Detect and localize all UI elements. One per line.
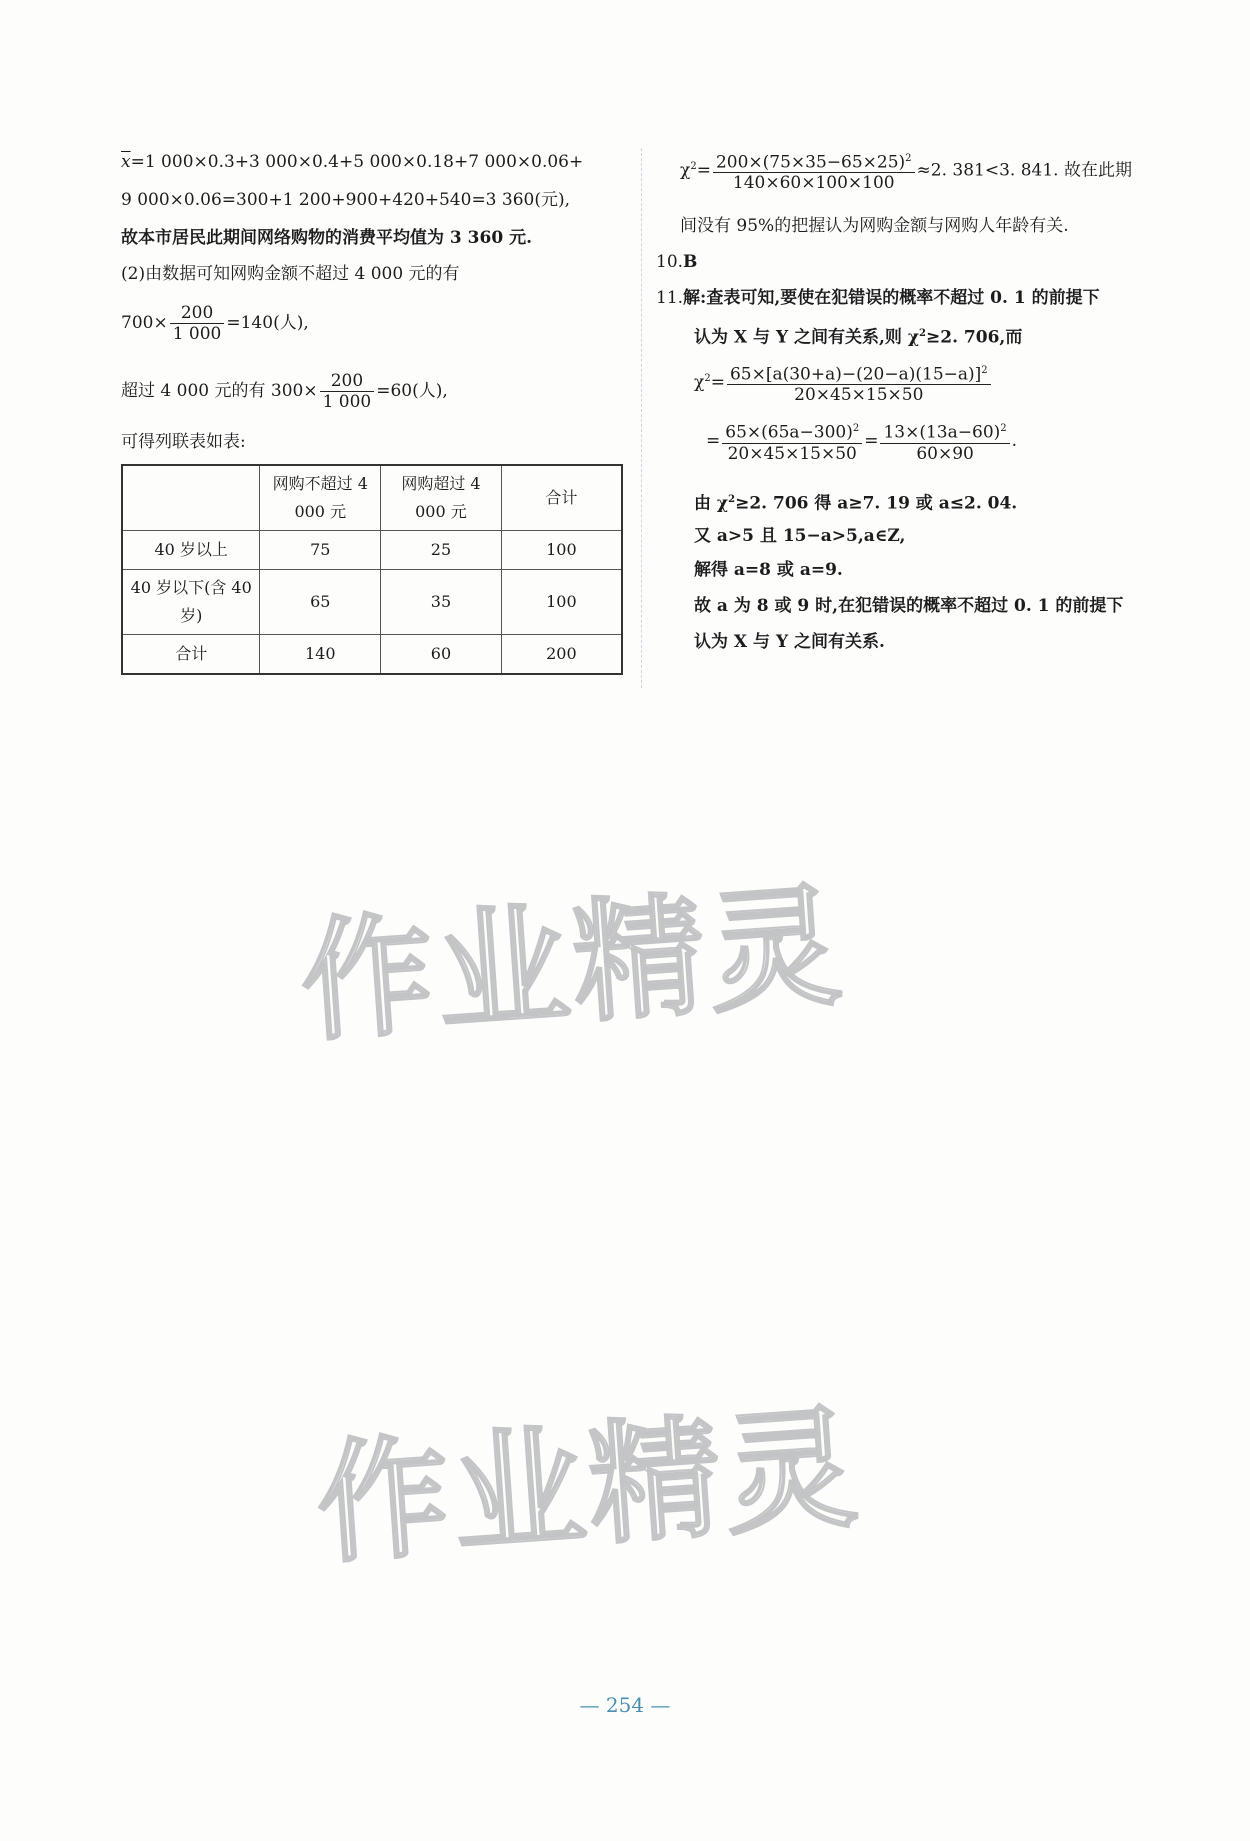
fraction-over	[320, 371, 375, 412]
q11-fraction-1-num-sup: 2	[981, 364, 988, 376]
count-over-4000	[121, 368, 448, 414]
table-header-cell	[122, 465, 260, 531]
q11-line-9: 认为 X 与 Y 之间有关系.	[694, 632, 885, 652]
fraction-over-den: 1 000	[322, 392, 372, 412]
chi-conclusion: 间没有 95%的把握认为网购金额与网购人年龄有关.	[680, 216, 1069, 236]
q11-line-7: 解得 a=8 或 a=9.	[694, 560, 843, 580]
mean-symbol: $\overline{x}$	[121, 152, 131, 172]
q11-eq: =	[710, 372, 725, 393]
table-cell: 100	[501, 570, 622, 635]
q11-fraction-1-num-text: 65×[a(30+a)−(20−a)(15−a)]	[729, 364, 982, 385]
q11-fraction-1-num	[727, 361, 991, 386]
q11-fraction-2	[722, 419, 862, 464]
chi-num-sup: 2	[905, 152, 912, 164]
eq-sign: =	[696, 160, 711, 181]
fraction-under	[170, 303, 225, 344]
q11-line-6	[694, 524, 905, 548]
page-number: — 254 —	[579, 1693, 671, 1717]
fraction-over-num: 200	[320, 371, 375, 392]
table-cell: 合计	[122, 635, 260, 675]
chi-fraction	[713, 149, 915, 194]
mean-calc-text-1: =1 000×0.3+3 000×0.4+5 000×0.18+7 000×0.06+	[130, 152, 584, 172]
chi-num-text: 200×(75×35−65×25)	[715, 152, 906, 173]
table-header-cell: 网购不超过 4 000 元	[260, 465, 381, 531]
q11-simplified-expression	[706, 418, 1017, 464]
question-11-number: 11.	[656, 288, 684, 308]
q11-fraction-2-num	[722, 419, 862, 444]
table-cell: 65	[260, 570, 381, 635]
table-cell: 200	[501, 635, 622, 675]
count-over-result: =60(人),	[376, 381, 448, 401]
q11-fraction-1-den: 20×45×15×50	[794, 385, 924, 406]
q11-fraction-2-num-sup: 2	[852, 423, 860, 435]
chi-fraction-num	[713, 149, 915, 174]
q11-eq-3: =	[864, 431, 879, 451]
table-cell: 40 岁以上	[122, 531, 260, 570]
question-11-line-1	[656, 286, 1100, 310]
table-row	[122, 531, 622, 570]
chi-square-calc	[680, 144, 1132, 194]
q11-text-2b: ≥2. 706,而	[926, 327, 1023, 348]
count-under-result: =140(人),	[226, 313, 309, 333]
integer-set-symbol: Z	[887, 526, 900, 546]
column-divider	[641, 148, 642, 688]
q11-fraction-3-den: 60×90	[916, 443, 974, 464]
solution-label: 解:	[683, 288, 707, 308]
q11-fraction-3-num	[880, 419, 1009, 444]
fraction-under-den: 1 000	[172, 324, 222, 344]
count-over-prefix: 超过 4 000 元的有 300×	[121, 381, 318, 401]
q11-line-8: 故 a 为 8 或 9 时,在犯错误的概率不超过 0. 1 的前提下	[694, 596, 1124, 616]
chi-result: ≈2. 381<3. 841. 故在此期	[916, 160, 1132, 181]
q11-text-5b: ≥2. 706 得 a≥7. 19 或 a≤2. 04.	[735, 493, 1018, 514]
table-header-row	[122, 465, 622, 531]
q11-period: .	[1011, 431, 1018, 451]
table-cell: 35	[381, 570, 502, 635]
q11-fraction-3-num-text: 13×(13a−60)	[883, 422, 1001, 443]
table-row	[122, 570, 622, 635]
q11-chi-expression	[694, 356, 993, 406]
question-10-answer: B	[683, 252, 698, 272]
table-cell: 75	[260, 531, 381, 570]
contingency-table	[121, 464, 623, 675]
q11-chi-sup: 2	[704, 373, 711, 384]
q11-text-1: 查表可知,要使在犯错误的概率不超过 0. 1 的前提下	[706, 288, 1100, 308]
table-intro: 可得列联表如表:	[121, 432, 246, 452]
table-header-cell: 合计	[501, 465, 622, 531]
table-cell: 40 岁以下(含 40 岁)	[122, 570, 260, 635]
q11-fraction-1	[727, 361, 991, 406]
question-10-number: 10.	[656, 252, 684, 272]
table-cell: 60	[381, 635, 502, 675]
count-under-prefix: 700×	[121, 313, 168, 333]
q11-eq-2: =	[706, 431, 721, 451]
q11-text-5a: 由 χ	[694, 493, 729, 514]
q11-fraction-2-num-text: 65×(65a−300)	[725, 422, 853, 443]
chi-fraction-den: 140×60×100×100	[732, 173, 895, 194]
mean-conclusion: 故本市居民此期间网络购物的消费平均值为 3 360 元.	[121, 228, 532, 248]
q11-fraction-3-num-sup: 2	[1000, 423, 1007, 435]
q11-fraction-3	[880, 419, 1009, 464]
table-cell: 25	[381, 531, 502, 570]
chi-sup: 2	[690, 161, 697, 172]
q11-line-5	[694, 488, 1017, 516]
question-11-line-2	[694, 322, 1022, 350]
fraction-under-num: 200	[170, 303, 225, 324]
table-header-cell: 网购超过 4 000 元	[381, 465, 502, 531]
q11-text-5-sup: 2	[728, 494, 736, 505]
q11-text-2-sup: 2	[919, 328, 926, 339]
question-10	[656, 250, 697, 274]
q11-text-6a: 又 a>5 且 15−a>5,a∈	[694, 526, 888, 546]
watermark: 作业精灵	[312, 1391, 866, 1583]
q11-text-6b: ,	[899, 526, 906, 546]
mean-calc-line-2: 9 000×0.06=300+1 200+900+420+540=3 360(元),	[121, 190, 571, 210]
table-cell: 140	[260, 635, 381, 675]
chi-symbol: χ	[680, 160, 691, 181]
q11-text-2a: 认为 X 与 Y 之间有关系,则 χ	[694, 327, 920, 348]
q11-fraction-2-den: 20×45×15×50	[727, 443, 857, 464]
table-cell: 100	[501, 531, 622, 570]
part2-intro: (2)由数据可知网购金额不超过 4 000 元的有	[121, 264, 460, 284]
table-row	[122, 635, 622, 675]
watermark: 作业精灵	[296, 869, 850, 1061]
mean-calc-line-1	[121, 150, 583, 174]
q11-chi-symbol: χ	[694, 372, 705, 393]
count-under-4000	[121, 300, 309, 346]
